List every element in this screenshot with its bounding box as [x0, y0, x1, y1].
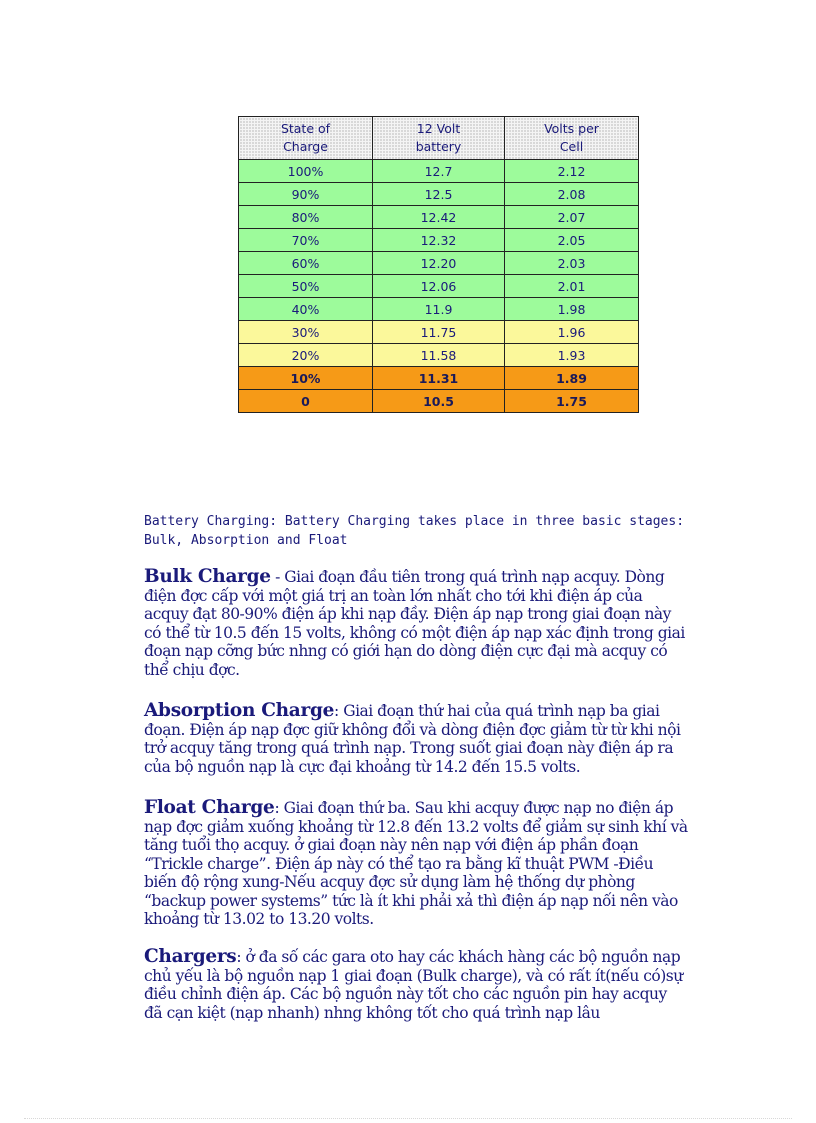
bulk-charge-title: Bulk Charge: [144, 566, 271, 587]
cell-volts-per-cell: 2.03: [505, 252, 639, 275]
table-row: [239, 183, 639, 206]
bulk-charge-sep: -: [270, 568, 285, 586]
header-line: Cell: [559, 139, 584, 154]
float-charge-text: Giai đoạn thứ ba. Sau khi acquy được nạp no điện áp nạp đợc giảm xuống khoảng từ 12.8 đến 13.2 volts để giảm sự sinh khí và tăng tuổi thọ acquy. ở giai đoạn này nên nạp với điện áp phần đoạn “Trickle charge”. Điện áp này có thể tạo ra bằng kĩ thuật PWM -Điều biến độ rộng xung-Nếu acquy đợc sử dụng làm hệ thống dự phòng “backup power systems” tức là ít khi phải xả thì điện áp nạp nối nên vào khoảng từ 13.02 to 13.20 volts.: [144, 799, 688, 928]
table-row: [239, 206, 639, 229]
absorption-charge-paragraph: [144, 702, 689, 776]
battery-soc-table-wrapper: [238, 116, 639, 413]
cell-state-of-charge: 100%: [239, 160, 373, 183]
cell-battery-voltage: 11.75: [373, 321, 505, 344]
cell-state-of-charge: 10%: [239, 367, 373, 390]
battery-soc-table: [238, 116, 639, 413]
cell-battery-voltage: 12.06: [373, 275, 505, 298]
header-line: Volts per: [544, 121, 599, 136]
header-12-volt-battery: [373, 117, 505, 160]
header-state-of-charge: [239, 117, 373, 160]
cell-volts-per-cell: 2.08: [505, 183, 639, 206]
cell-battery-voltage: 11.31: [373, 367, 505, 390]
absorption-charge-sep: :: [334, 702, 344, 720]
cell-battery-voltage: 12.32: [373, 229, 505, 252]
chargers-sep: :: [236, 948, 246, 966]
cell-state-of-charge: 90%: [239, 183, 373, 206]
chargers-text: ở đa số các gara oto hay các khách hàng các bộ nguồn nạp chủ yếu là bộ nguồn nạp 1 giai đoạn (Bulk charge), và có rất ít(nếu có)sự điều chỉnh điện áp. Các bộ nguồn này tốt cho các nguồn pin hay acquy đã cạn kiệt (nạp nhanh) nhng không tốt cho quá trình nạp lâu: [144, 948, 683, 1022]
cell-battery-voltage: 12.5: [373, 183, 505, 206]
table-row: [239, 321, 639, 344]
cell-state-of-charge: 30%: [239, 321, 373, 344]
bulk-charge-text: Giai đoạn đầu tiên trong quá trình nạp acquy. Dòng điện đợc cấp với một giá trị an toàn lớn nhất cho tới khi điện áp của acquy đạt 80-90% điện áp khi nạp đầy. Điện áp nạp trong giai đoạn này có thể từ 10.5 đến 15 volts, không có một điện áp nạp xác định trong giai đoạn nạp cỡng bức nhng có giới hạn do dòng điện cực đại mà acquy có thể chịu đợc.: [144, 568, 685, 679]
table-row: [239, 344, 639, 367]
table-row: [239, 298, 639, 321]
cell-volts-per-cell: 2.01: [505, 275, 639, 298]
cell-state-of-charge: 80%: [239, 206, 373, 229]
bulk-charge-paragraph: [144, 568, 689, 679]
header-volts-per-cell: [505, 117, 639, 160]
cell-volts-per-cell: 1.75: [505, 390, 639, 413]
cell-battery-voltage: 11.9: [373, 298, 505, 321]
cell-battery-voltage: 12.20: [373, 252, 505, 275]
absorption-charge-title: Absorption Charge: [144, 700, 335, 721]
cell-state-of-charge: 0: [239, 390, 373, 413]
table-row: [239, 390, 639, 413]
intro-line-2: Bulk, Absorption and Float: [144, 533, 348, 548]
cell-battery-voltage: 10.5: [373, 390, 505, 413]
cell-volts-per-cell: 2.12: [505, 160, 639, 183]
chargers-title: Chargers: [144, 948, 237, 967]
cell-state-of-charge: 60%: [239, 252, 373, 275]
cell-battery-voltage: 11.58: [373, 344, 505, 367]
cell-volts-per-cell: 1.98: [505, 298, 639, 321]
absorption-charge-text: Giai đoạn thứ hai của quá trình nạp ba giai đoạn. Điện áp nạp đợc giữ không đổi và dòng điện đợc giảm từ từ khi nội trở acquy tăng trong quá trình nạp. Trong suốt giai đoạn này điện áp ra của bộ nguồn nạp là cực đại khoảng từ 14.2 đến 15.5 volts.: [144, 702, 681, 776]
cell-volts-per-cell: 1.96: [505, 321, 639, 344]
cell-volts-per-cell: 1.93: [505, 344, 639, 367]
table-row: [239, 160, 639, 183]
header-line: State of: [280, 121, 331, 136]
table-row: [239, 229, 639, 252]
cell-battery-voltage: 12.7: [373, 160, 505, 183]
float-charge-title: Float Charge: [144, 797, 275, 818]
chargers-paragraph: [144, 948, 689, 1022]
table-body: [239, 160, 639, 413]
intro-heading: [144, 512, 704, 550]
cell-state-of-charge: 40%: [239, 298, 373, 321]
table-header-row: [239, 117, 639, 160]
cell-volts-per-cell: 2.05: [505, 229, 639, 252]
intro-line-1: Battery Charging: Battery Charging takes place in three basic stages:: [144, 514, 685, 529]
cell-state-of-charge: 20%: [239, 344, 373, 367]
header-line: 12 Volt: [416, 121, 461, 136]
header-line: Charge: [283, 139, 328, 154]
table-row: [239, 252, 639, 275]
float-charge-sep: :: [274, 799, 284, 817]
float-charge-paragraph: [144, 799, 689, 929]
table-row: [239, 275, 639, 298]
cell-volts-per-cell: 1.89: [505, 367, 639, 390]
table-row: [239, 367, 639, 390]
cell-state-of-charge: 50%: [239, 275, 373, 298]
cell-battery-voltage: 12.42: [373, 206, 505, 229]
cell-volts-per-cell: 2.07: [505, 206, 639, 229]
header-line: battery: [415, 139, 462, 154]
page-bottom-divider: [24, 1118, 792, 1119]
cell-state-of-charge: 70%: [239, 229, 373, 252]
